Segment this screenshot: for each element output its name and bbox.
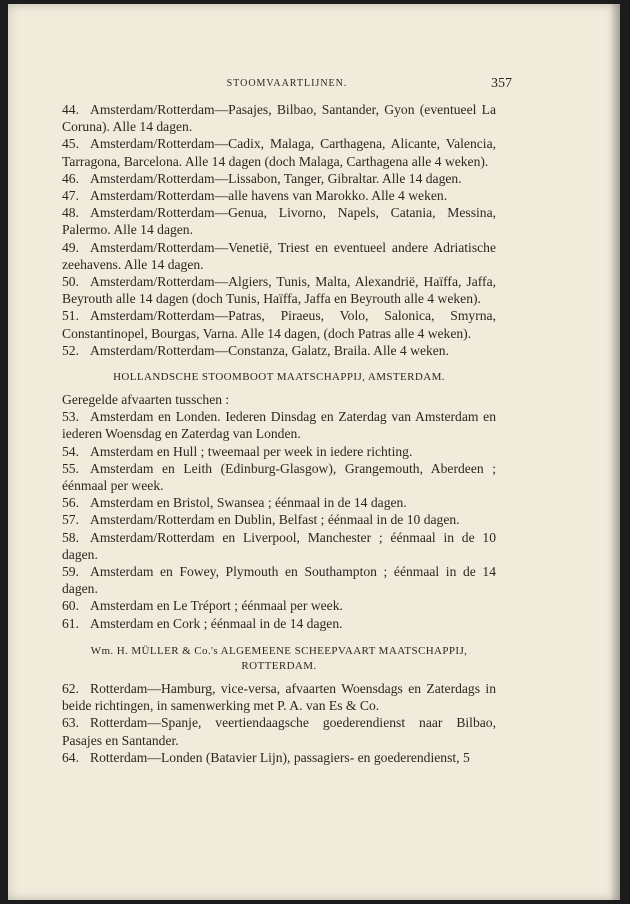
entry-57: 57. Amsterdam/Rotterdam en Dublin, Belfast ; éénmaal in de 10 dagen. — [62, 512, 460, 528]
section-heading-muller-line1: Wm. H. MÜLLER & Co.'s ALGEMEENE SCHEEPVAART MAATSCHAPPIJ, — [90, 644, 468, 657]
entry-64: 64. Rotterdam—Londen (Batavier Lijn), passagiers- en goederendienst, 5 — [62, 749, 470, 765]
entry-47: 47. Amsterdam/Rotterdam—alle havens van Marokko. Alle 4 weken. — [62, 188, 448, 204]
entry-63: 63. Rotterdam—Spanje, veertiendaagsche goederendienst naar Bilbao, Pasajes en Santander. — [62, 715, 496, 748]
entries-section-a — [62, 101, 496, 359]
entry-45: 45. Amsterdam/Rotterdam—Cadix, Malaga, Carthagena, Alicante, Valencia, Tarragona, Barcelona. Alle 14 dagen (doch Malaga, Carthagena alle 4 weken). — [62, 136, 496, 169]
entry-44: 44. Amsterdam/Rotterdam—Pasajes, Bilbao, Santander, Gyon (eventueel La Coruna). Alle 14 dagen. — [62, 102, 496, 135]
entry-59: 59. Amsterdam en Fowey, Plymouth en Southampton ; éénmaal in de 14 dagen. — [62, 564, 496, 597]
entry-51: 51. Amsterdam/Rotterdam—Patras, Piraeus, Volo, Salonica, Smyrna, Constantinopel, Bourgas, Varna. Alle 14 dagen, (doch Patras alle 4 weken). — [62, 308, 496, 341]
entry-55: 55. Amsterdam en Leith (Edinburg-Glasgow), Grangemouth, Aberdeen ; éénmaal per week. — [62, 460, 496, 494]
entry-58: 58. Amsterdam/Rotterdam en Liverpool, Manchester ; éénmaal in de 10 dagen. — [62, 529, 496, 562]
entry-46: 46. Amsterdam/Rotterdam—Lissabon, Tanger, Gibraltar. Alle 14 dagen. — [62, 170, 462, 186]
section-heading-hsm: HOLLANDSCHE STOOMBOOT MAATSCHAPPIJ, AMSTERDAM. — [113, 371, 445, 384]
book-page — [8, 4, 620, 900]
running-head: STOOMVAARTLIJNEN. — [226, 78, 348, 89]
section-intro: Geregelde afvaarten tusschen : — [62, 392, 230, 408]
entries-section-b — [62, 408, 496, 632]
entry-54: 54. Amsterdam en Hull ; tweemaal per week in iedere richting. — [62, 443, 413, 459]
section-heading-muller — [62, 644, 496, 674]
section-heading-muller-line2: ROTTERDAM. — [241, 659, 317, 672]
page-number: 357 — [491, 76, 512, 91]
entry-60: 60. Amsterdam en Le Tréport ; éénmaal per week. — [62, 598, 343, 614]
entries-section-c — [62, 680, 496, 766]
entry-53: 53. Amsterdam en Londen. Iederen Dinsdag en Zaterdag van Amsterdam en iederen Woensdag en Zaterdag van Londen. — [62, 409, 496, 442]
page-body — [62, 101, 496, 766]
entry-48: 48. Amsterdam/Rotterdam—Genua, Livorno, Napels, Catania, Messina, Palermo. Alle 14 dagen. — [62, 205, 496, 238]
entry-52: 52. Amsterdam/Rotterdam—Constanza, Galatz, Braila. Alle 4 weken. — [62, 342, 449, 358]
entry-56: 56. Amsterdam en Bristol, Swansea ; éénmaal in de 14 dagen. — [62, 495, 407, 511]
entry-50: 50. Amsterdam/Rotterdam—Algiers, Tunis, Malta, Alexandrië, Haïffa, Jaffa, Beyrouth alle 14 dagen (doch Tunis, Haïffa, Jaffa en Beyrouth alle 4 weken). — [62, 274, 496, 307]
page-edge-shadow — [610, 4, 620, 900]
entry-62: 62. Rotterdam—Hamburg, vice-versa, afvaarten Woensdags en Zaterdags in beide richtingen, in samenwerking met P. A. van Es & Co. — [62, 680, 496, 714]
entry-61: 61. Amsterdam en Cork ; éénmaal in de 14 dagen. — [62, 615, 343, 631]
entry-49: 49. Amsterdam/Rotterdam—Venetië, Triest en eventueel andere Adriatische zeehavens. Alle 14 dagen. — [62, 239, 496, 272]
